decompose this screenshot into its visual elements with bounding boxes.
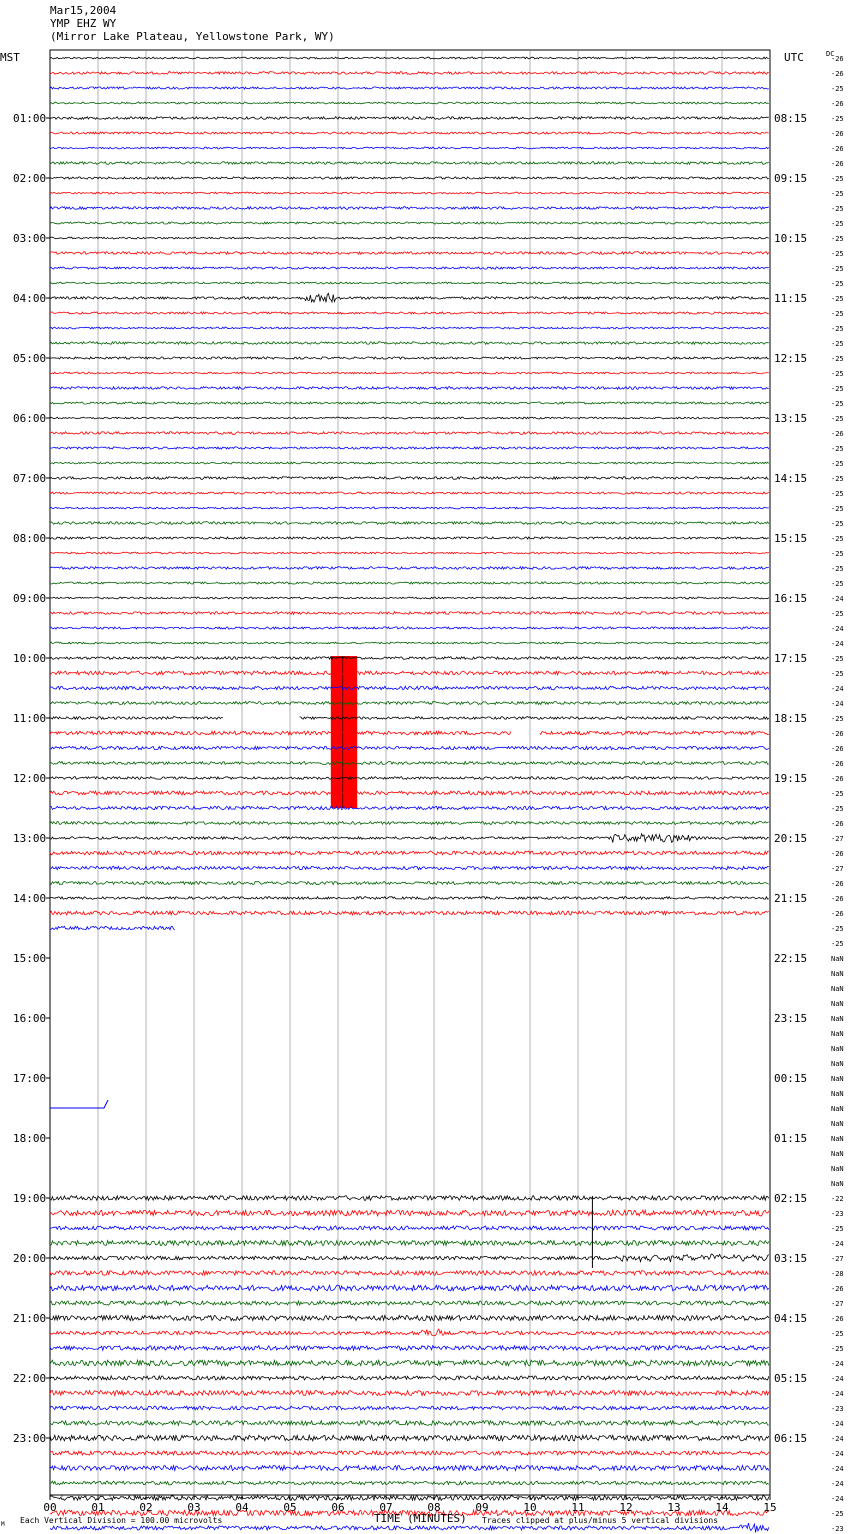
hour-label-right: 06:15 (774, 1432, 808, 1445)
x-tick-label: 00 (43, 1501, 57, 1514)
seismic-trace (50, 897, 769, 900)
dc-offset-label: -26 (831, 775, 844, 783)
dc-offset-label: NaN (831, 1165, 844, 1173)
dc-offset-label: -24 (831, 1420, 844, 1428)
dc-offset-label: NaN (831, 1060, 844, 1068)
dc-offset-label: -24 (831, 685, 844, 693)
dc-offset-label: -26 (831, 895, 844, 903)
hour-label-right: 19:15 (774, 772, 808, 785)
dc-offset-label: -25 (831, 805, 844, 813)
seismic-trace (50, 612, 769, 615)
dc-offset-label: -24 (831, 640, 844, 648)
seismic-trace (50, 1346, 769, 1351)
x-tick-label: 01 (91, 1501, 105, 1514)
dc-offset-label: -24 (831, 625, 844, 633)
dc-offset-label: NaN (831, 1090, 844, 1098)
x-axis-title: TIME (MINUTES) (374, 1512, 467, 1525)
seismic-trace (50, 477, 769, 480)
hour-label-left: 12:00 (13, 772, 47, 785)
dc-offset-label: -24 (831, 1375, 844, 1383)
hour-label-left: 04:00 (13, 292, 47, 305)
x-tick-label: 14 (715, 1501, 729, 1514)
seismic-trace (50, 642, 769, 644)
seismic-trace (50, 117, 769, 120)
seismic-trace (50, 402, 769, 404)
dc-offset-label: -24 (831, 1390, 844, 1398)
hour-label-right: 10:15 (774, 232, 808, 245)
left-timezone-label: MST (0, 51, 20, 64)
hour-label-left: 07:00 (13, 472, 47, 485)
dc-offset-label: NaN (831, 1015, 844, 1023)
dc-offset-label: -26 (831, 70, 844, 78)
seismic-trace (50, 671, 769, 675)
seismic-trace (50, 1435, 769, 1441)
x-tick-label: 13 (667, 1501, 681, 1514)
dc-offset-label: NaN (831, 1000, 844, 1008)
dc-offset-label: -25 (831, 580, 844, 588)
hour-label-right: 04:15 (774, 1312, 808, 1325)
seismic-trace (50, 492, 769, 494)
hour-label-left: 23:00 (13, 1432, 47, 1445)
dc-offset-label: NaN (831, 1105, 844, 1113)
hour-label-left: 14:00 (13, 892, 47, 905)
seismic-trace (50, 731, 309, 735)
hour-label-left: 02:00 (13, 172, 47, 185)
seismic-trace (50, 851, 769, 855)
dc-offset-label: -25 (831, 535, 844, 543)
x-tick-label: 09 (475, 1501, 489, 1514)
dc-offset-label: -25 (831, 295, 844, 303)
hour-label-right: 15:15 (774, 532, 808, 545)
hour-label-right: 20:15 (774, 832, 808, 845)
hour-label-left: 09:00 (13, 592, 47, 605)
hour-label-right: 05:15 (774, 1372, 808, 1385)
hour-label-right: 02:15 (774, 1192, 808, 1205)
clip-note: Traces clipped at plus/minus 5 vertical divisions (482, 1516, 719, 1525)
hour-label-right: 08:15 (774, 112, 808, 125)
dc-offset-label: -25 (831, 490, 844, 498)
seismic-trace (50, 1226, 769, 1230)
seismic-trace (50, 1301, 769, 1305)
seismic-trace (50, 222, 769, 224)
x-tick-label: 05 (283, 1501, 297, 1514)
seismic-trace (50, 627, 769, 629)
station-code: YMP EHZ WY (50, 17, 117, 30)
hour-label-right: 09:15 (774, 172, 808, 185)
seismic-trace (50, 822, 769, 825)
seismic-trace (50, 162, 769, 165)
seismic-trace (50, 372, 769, 374)
dc-offset-label: -24 (831, 1480, 844, 1488)
hour-label-left: 08:00 (13, 532, 47, 545)
dc-offset-label: NaN (831, 1150, 844, 1158)
seismic-trace (50, 806, 769, 809)
seismic-trace (50, 207, 769, 210)
hour-label-right: 14:15 (774, 472, 808, 485)
seismic-trace (50, 387, 769, 390)
dc-offset-label: -25 (831, 265, 844, 273)
hour-label-right: 13:15 (774, 412, 808, 425)
label-layer (0, 50, 844, 1534)
seismic-trace (50, 1481, 769, 1485)
dc-offset-label: NaN (831, 1045, 844, 1053)
dc-offset-label: -24 (831, 1495, 844, 1503)
x-tick-label: 02 (139, 1501, 153, 1514)
dc-offset-label: -25 (831, 790, 844, 798)
x-tick-label: 06 (331, 1501, 345, 1514)
hour-label-left: 22:00 (13, 1372, 47, 1385)
dc-offset-label: -25 (831, 505, 844, 513)
dc-offset-label: -25 (831, 175, 844, 183)
x-tick-label: 11 (571, 1501, 585, 1514)
dc-offset-label: -26 (831, 910, 844, 918)
hour-label-left: 13:00 (13, 832, 47, 845)
dc-offset-label: -26 (831, 1315, 844, 1323)
seismic-trace (50, 293, 769, 302)
dc-offset-label: -25 (831, 250, 844, 258)
dc-offset-label: -25 (831, 1330, 844, 1338)
dc-offset-label: -27 (831, 865, 844, 873)
seismic-trace (50, 1376, 769, 1380)
dc-offset-label: NaN (831, 1075, 844, 1083)
seismic-trace (50, 252, 769, 255)
hour-label-left: 06:00 (13, 412, 47, 425)
dc-offset-label: -24 (831, 1465, 844, 1473)
dc-offset-label: -25 (831, 235, 844, 243)
seismic-trace (50, 57, 769, 59)
seismic-trace (50, 746, 769, 749)
dc-offset-label: NaN (831, 955, 844, 963)
seismic-trace (50, 1360, 769, 1366)
seismic-trace (50, 1210, 769, 1216)
seismic-trace (50, 911, 769, 915)
dc-offset-label: -25 (831, 400, 844, 408)
dc-offset-label: -24 (831, 1435, 844, 1443)
right-timezone-label: UTC (784, 51, 804, 64)
hour-label-left: 19:00 (13, 1192, 47, 1205)
dc-offset-label: -25 (831, 205, 844, 213)
seismic-trace (50, 882, 769, 885)
dc-offset-label: -26 (831, 730, 844, 738)
dc-offset-label: -26 (831, 880, 844, 888)
dc-offset-label: -25 (831, 445, 844, 453)
hour-label-right: 18:15 (774, 712, 808, 725)
seismic-trace (50, 582, 769, 584)
dc-offset-label: -24 (831, 1240, 844, 1248)
dc-offset-label: -27 (831, 835, 844, 843)
seismic-trace (50, 357, 769, 359)
hour-label-right: 16:15 (774, 592, 808, 605)
x-tick-label: 08 (427, 1501, 441, 1514)
dc-offset-label: -25 (831, 190, 844, 198)
hour-label-right: 22:15 (774, 952, 808, 965)
record-date: Mar15,2004 (50, 4, 117, 17)
hour-label-left: 16:00 (13, 1012, 47, 1025)
x-tick-label: 15 (763, 1501, 777, 1514)
dc-offset-label: -26 (831, 130, 844, 138)
dc-offset-label: -25 (831, 1345, 844, 1353)
x-tick-label: 04 (235, 1501, 249, 1514)
seismic-trace (50, 312, 769, 314)
hour-label-left: 05:00 (13, 352, 47, 365)
dc-offset-label: -23 (831, 1525, 844, 1533)
seismic-trace (50, 1466, 769, 1471)
hour-label-left: 01:00 (13, 112, 47, 125)
station-location: (Mirror Lake Plateau, Yellowstone Park, WY) (50, 30, 335, 43)
dc-offset-label: NaN (831, 1135, 844, 1143)
dc-offset-label: NaN (831, 1120, 844, 1128)
dc-offset-label: -24 (831, 1450, 844, 1458)
corner-mark: M (1, 1521, 5, 1528)
dc-offset-label: -25 (831, 385, 844, 393)
hour-label-right: 21:15 (774, 892, 808, 905)
dc-offset-label: -26 (831, 145, 844, 153)
seismic-trace (50, 1451, 769, 1455)
x-tick-label: 12 (619, 1501, 633, 1514)
dc-offset-label: NaN (831, 1180, 844, 1188)
dc-offset-label: -24 (831, 1360, 844, 1368)
seismic-trace (50, 762, 769, 765)
seismic-trace (50, 926, 175, 929)
hour-label-left: 18:00 (13, 1132, 47, 1145)
seismic-trace (50, 686, 769, 689)
seismic-trace (50, 1196, 769, 1201)
seismic-trace (50, 177, 769, 179)
dc-offset-label: -25 (831, 220, 844, 228)
hour-label-right: 01:15 (774, 1132, 808, 1145)
seismic-trace (50, 1271, 769, 1276)
seismic-trace (50, 717, 223, 720)
seismic-trace (50, 147, 769, 149)
seismic-trace (50, 1421, 769, 1426)
hour-label-left: 20:00 (13, 1252, 47, 1265)
plot-frame (50, 50, 770, 1495)
seismic-trace (50, 657, 769, 660)
dc-offset-label: -25 (831, 85, 844, 93)
hour-label-right: 17:15 (774, 652, 808, 665)
dc-offset-label: -25 (831, 460, 844, 468)
dc-offset-label: -25 (831, 280, 844, 288)
dc-offset-label: -25 (831, 940, 844, 948)
seismic-trace (50, 102, 769, 104)
dc-offset-label: -23 (831, 1405, 844, 1413)
dc-offset-label: -25 (831, 655, 844, 663)
hour-label-left: 11:00 (13, 712, 47, 725)
dc-offset-label: -26 (831, 760, 844, 768)
dc-offset-label: -26 (831, 850, 844, 858)
dc-offset-label: -25 (831, 1510, 844, 1518)
dc-offset-label: -26 (831, 820, 844, 828)
hour-label-left: 03:00 (13, 232, 47, 245)
x-tick-label: 03 (187, 1501, 201, 1514)
seismic-trace (50, 1329, 769, 1336)
seismic-trace (50, 462, 769, 464)
dc-offset-label: -25 (831, 475, 844, 483)
x-tick-label: 07 (379, 1501, 393, 1514)
dc-offset-label: -25 (831, 520, 844, 528)
trace-layer (50, 57, 769, 1534)
seismic-trace (50, 1241, 769, 1246)
dc-offset-label: -25 (831, 550, 844, 558)
dc-offset-label: -26 (831, 1285, 844, 1293)
dc-offset-label: -25 (831, 565, 844, 573)
dc-offset-label: NaN (831, 970, 844, 978)
dc-offset-label: -26 (831, 745, 844, 753)
seismic-trace (50, 192, 769, 194)
dc-offset-label: -22 (831, 1195, 844, 1203)
dc-offset-label: -23 (831, 1210, 844, 1218)
seismic-trace (50, 791, 769, 795)
dc-offset-label: -25 (831, 925, 844, 933)
seismic-trace (50, 702, 769, 705)
seismic-trace (50, 522, 769, 525)
x-tick-label: 10 (523, 1501, 537, 1514)
dc-header-label: DC (826, 50, 835, 58)
hour-label-right: 03:15 (774, 1252, 808, 1265)
seismic-trace (50, 567, 769, 570)
dc-offset-label: -25 (831, 340, 844, 348)
dc-offset-label: -25 (831, 115, 844, 123)
seismic-trace (50, 1406, 769, 1410)
dc-offset-label: -25 (831, 415, 844, 423)
hour-label-right: 11:15 (774, 292, 808, 305)
dc-offset-label: -25 (831, 610, 844, 618)
seismic-trace (50, 597, 769, 599)
hour-label-left: 15:00 (13, 952, 47, 965)
seismic-trace (50, 327, 769, 329)
dc-offset-label: -26 (831, 55, 844, 63)
seismic-trace (50, 1254, 769, 1262)
seismic-trace (50, 342, 769, 345)
seismic-trace (50, 1285, 769, 1291)
dc-offset-label: NaN (831, 985, 844, 993)
dc-offset-label: -25 (831, 325, 844, 333)
dc-offset-label: -25 (831, 715, 844, 723)
seismic-trace (50, 72, 769, 75)
dc-offset-label: -25 (831, 1225, 844, 1233)
dc-offset-label: NaN (831, 1030, 844, 1038)
seismic-trace (50, 537, 769, 539)
dc-offset-label: -26 (831, 160, 844, 168)
seismic-trace (50, 866, 769, 869)
seismic-trace (50, 1316, 769, 1321)
seismic-trace (50, 237, 769, 239)
seismic-trace (50, 777, 769, 780)
hour-label-left: 10:00 (13, 652, 47, 665)
seismic-trace (50, 417, 769, 419)
seismic-trace (50, 282, 769, 284)
seismic-trace (50, 132, 769, 134)
dc-offset-label: -25 (831, 355, 844, 363)
dc-offset-label: -28 (831, 1270, 844, 1278)
hour-label-right: 12:15 (774, 352, 808, 365)
dc-offset-label: -27 (831, 1255, 844, 1263)
dc-offset-label: -26 (831, 430, 844, 438)
scale-note: Each Vertical Division = 100.00 microvolts (20, 1516, 223, 1525)
seismic-trace (300, 717, 769, 720)
seismic-trace (50, 267, 769, 269)
dc-offset-label: -25 (831, 310, 844, 318)
hour-label-left: 21:00 (13, 1312, 47, 1325)
seismic-trace (540, 731, 769, 735)
seismic-trace (50, 87, 769, 89)
seismic-trace (50, 507, 769, 509)
dc-offset-label: -24 (831, 595, 844, 603)
dc-offset-label: -25 (831, 370, 844, 378)
dc-offset-label: -26 (831, 100, 844, 108)
hour-label-left: 17:00 (13, 1072, 47, 1085)
trace-offset-step (50, 1100, 108, 1108)
seismic-trace (50, 834, 769, 843)
seismic-trace (50, 432, 769, 435)
dc-offset-label: -25 (831, 670, 844, 678)
seismic-trace (50, 552, 769, 554)
dc-offset-label: -27 (831, 1300, 844, 1308)
seismic-trace (50, 447, 769, 449)
seismic-trace (50, 1391, 769, 1396)
hour-label-right: 23:15 (774, 1012, 808, 1025)
hour-label-right: 00:15 (774, 1072, 808, 1085)
dc-offset-label: -24 (831, 700, 844, 708)
